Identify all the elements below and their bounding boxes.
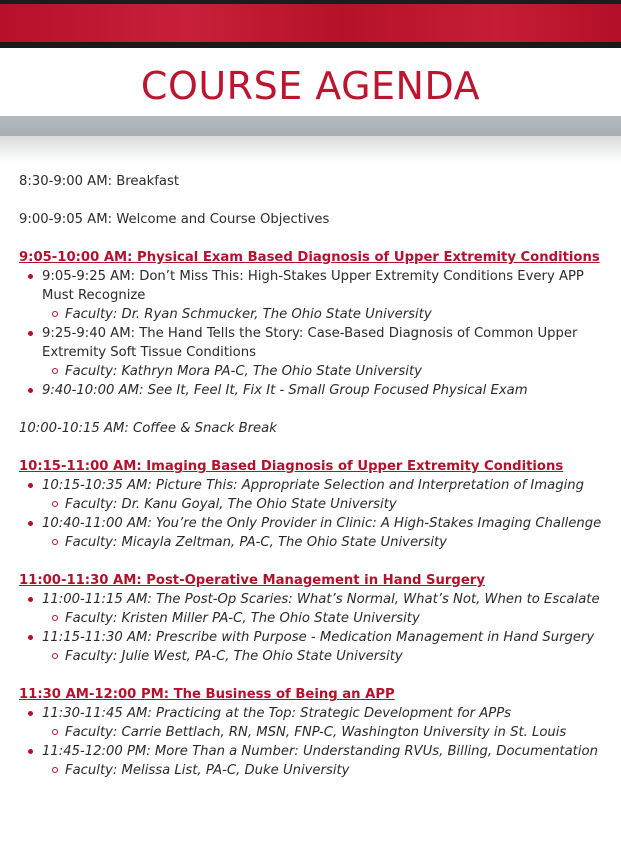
- list-item: [42, 476, 615, 514]
- list-item: [42, 381, 615, 400]
- agenda-coffee-break: 10:00-10:15 AM: Coffee & Snack Break: [19, 421, 277, 436]
- section-heading-imaging: 10:15-11:00 AM: Imaging Based Diagnosis of Upper Extremity Conditions: [19, 459, 564, 474]
- agenda-item-text: 11:30-11:45 AM: Practicing at the Top: Strategic Development for APPs: [42, 706, 512, 721]
- list-item: [42, 267, 615, 324]
- agenda-item-text: 9:40-10:00 AM: See It, Feel It, Fix It - Small Group Focused Physical Exam: [42, 383, 528, 398]
- agenda-item-text: 11:00-11:15 AM: The Post-Op Scaries: What’s Normal, What’s Not, When to Escalate: [42, 592, 600, 607]
- agenda-item-text: 11:15-11:30 AM: Prescribe with Purpose - Medication Management in Hand Surgery: [42, 630, 595, 645]
- faculty-line: Faculty: Carrie Bettlach, RN, MSN, FNP-C, Washington University in St. Louis: [65, 723, 615, 742]
- agenda-item-text: 10:15-10:35 AM: Picture This: Appropriate Selection and Interpretation of Imaging: [42, 478, 584, 493]
- section-list-physical-exam: [19, 267, 615, 400]
- section-list-post-op: [19, 590, 615, 666]
- page-title: COURSE AGENDA: [140, 64, 481, 108]
- grey-divider-fade: [0, 136, 621, 162]
- faculty-line: Faculty: Melissa List, PA-C, Duke University: [65, 761, 615, 780]
- faculty-line: Faculty: Kathryn Mora PA-C, The Ohio State University: [65, 362, 615, 381]
- faculty-line: Faculty: Julie West, PA-C, The Ohio State University: [65, 647, 615, 666]
- faculty-line: Faculty: Dr. Ryan Schmucker, The Ohio State University: [65, 305, 615, 324]
- section-list-business: [19, 704, 615, 780]
- agenda-welcome: 9:00-9:05 AM: Welcome and Course Objectives: [19, 212, 330, 227]
- section-heading-business: 11:30 AM-12:00 PM: The Business of Being an APP: [19, 687, 395, 702]
- grey-divider-band: [0, 116, 621, 136]
- list-item: [42, 324, 615, 381]
- list-item: [42, 628, 615, 666]
- agenda-breakfast: 8:30-9:00 AM: Breakfast: [19, 174, 179, 189]
- agenda-item-text: 11:45-12:00 PM: More Than a Number: Understanding RVUs, Billing, Documentation: [42, 744, 598, 759]
- agenda: [19, 172, 615, 780]
- faculty-line: Faculty: Dr. Kanu Goyal, The Ohio State University: [65, 495, 615, 514]
- section-heading-post-op: 11:00-11:30 AM: Post-Operative Management in Hand Surgery: [19, 573, 485, 588]
- faculty-line: Faculty: Micayla Zeltman, PA-C, The Ohio State University: [65, 533, 615, 552]
- section-list-imaging: [19, 476, 615, 552]
- list-item: [42, 590, 615, 628]
- section-heading-physical-exam: 9:05-10:00 AM: Physical Exam Based Diagnosis of Upper Extremity Conditions: [19, 250, 600, 265]
- header-red-stripe: [0, 4, 621, 42]
- faculty-line: Faculty: Kristen Miller PA-C, The Ohio State University: [65, 609, 615, 628]
- list-item: [42, 742, 615, 780]
- header-black-stripe-bottom: [0, 42, 621, 48]
- list-item: [42, 704, 615, 742]
- agenda-item-text: 10:40-11:00 AM: You’re the Only Provider in Clinic: A High-Stakes Imaging Challenge: [42, 516, 602, 531]
- agenda-item-text: 9:05-9:25 AM: Don’t Miss This: High-Stakes Upper Extremity Conditions Every APP Must Recognize: [42, 269, 584, 303]
- list-item: [42, 514, 615, 552]
- header-band: [0, 0, 621, 48]
- agenda-item-text: 9:25-9:40 AM: The Hand Tells the Story: Case-Based Diagnosis of Common Upper Extremity Soft Tissue Conditions: [42, 326, 578, 360]
